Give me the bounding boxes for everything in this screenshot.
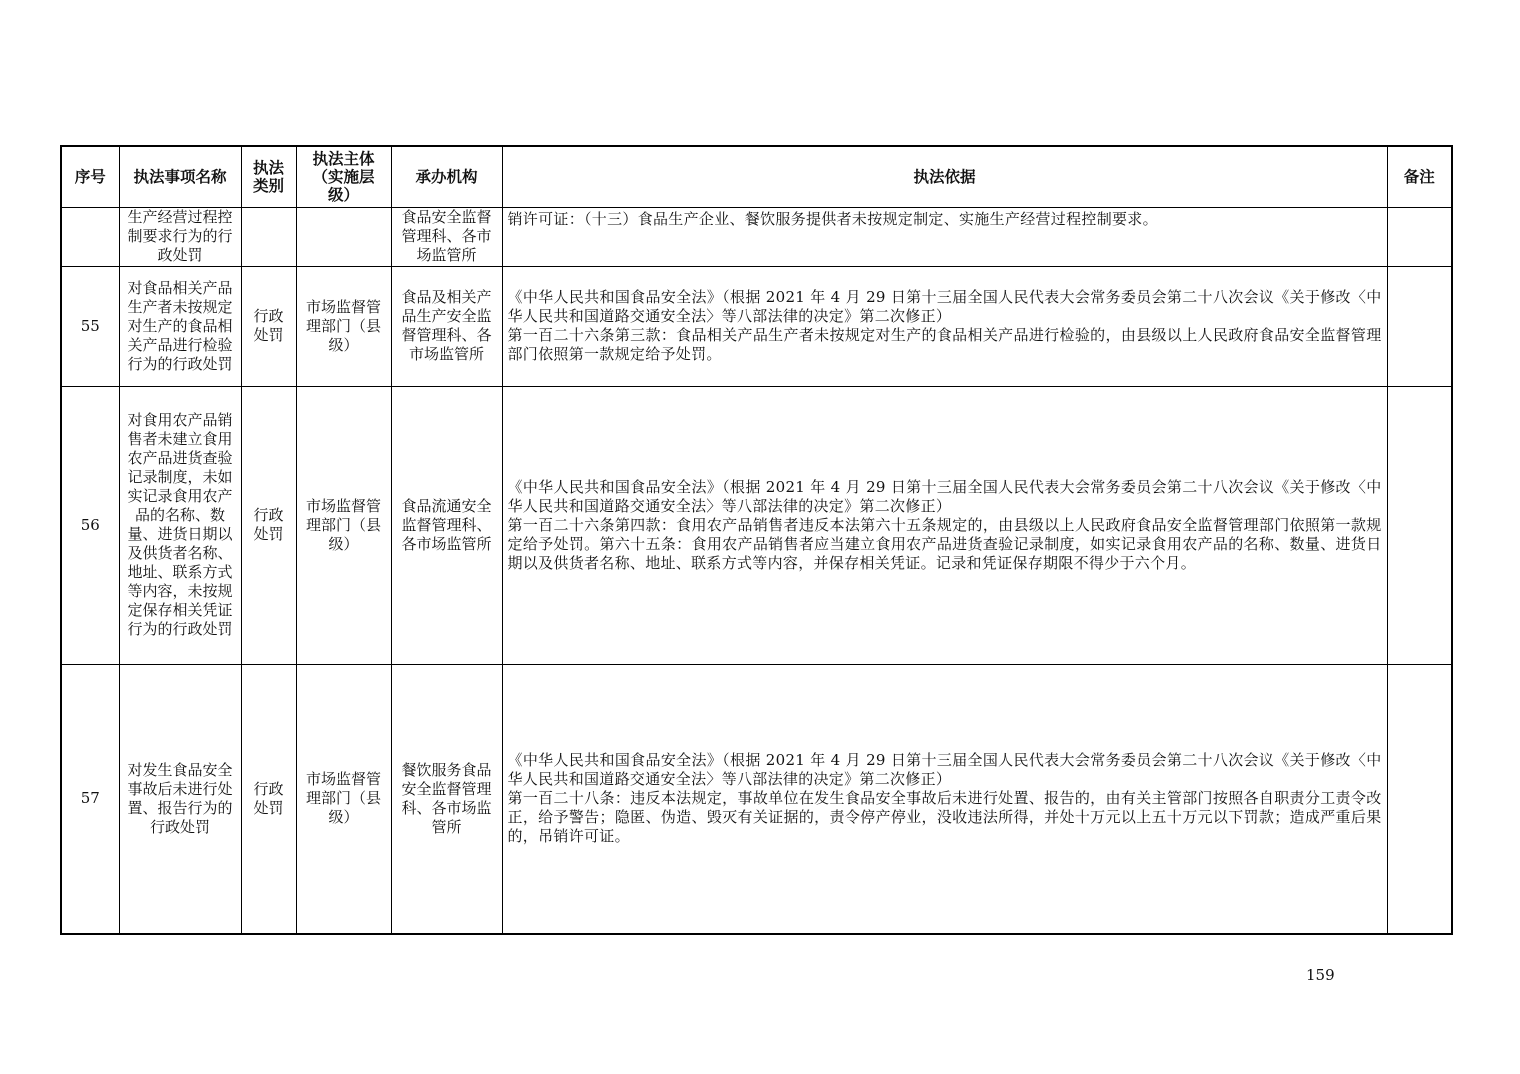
basis-paragraph: 《中华人民共和国食品安全法》（根据 2021 年 4 月 29 日第十三届全国人民代表大会常务委员会第二十八次会议《关于修改〈中华人民共和国道路交通安全法〉等八部法律的决定》第二次修正） <box>507 288 1382 325</box>
row-item: 对食品相关产品生产者未按规定对生产的食品相关产品进行检验行为的行政处罚 <box>119 266 241 386</box>
row-basis <box>502 207 1387 266</box>
table-row <box>61 266 1452 386</box>
row-no: 57 <box>61 664 119 934</box>
row-org: 食品安全监督管理科、各市场监管所 <box>391 207 502 266</box>
header-item: 执法事项名称 <box>119 146 241 207</box>
row-subject: 市场监督管理部门（县级） <box>296 386 391 664</box>
enforcement-table <box>60 145 1453 935</box>
header-row <box>61 146 1452 207</box>
row-basis <box>502 266 1387 386</box>
row-org: 食品流通安全监督管理科、各市场监管所 <box>391 386 502 664</box>
basis-paragraph: 《中华人民共和国食品安全法》（根据 2021 年 4 月 29 日第十三届全国人民代表大会常务委员会第二十八次会议《关于修改〈中华人民共和国道路交通安全法〉等八部法律的决定》第二次修正） <box>507 477 1382 515</box>
row-remark <box>1387 386 1452 664</box>
row-item: 对食用农产品销售者未建立食用农产品进货查验记录制度，未如实记录食用农产品的名称、数量、进货日期以及供货者名称、地址、联系方式等内容，未按规定保存相关凭证行为的行政处罚 <box>119 386 241 664</box>
row-remark <box>1387 664 1452 934</box>
row-remark <box>1387 266 1452 386</box>
basis-paragraph: 《中华人民共和国食品安全法》（根据 2021 年 4 月 29 日第十三届全国人民代表大会常务委员会第二十八次会议《关于修改〈中华人民共和国道路交通安全法〉等八部法律的决定》第二次修正） <box>507 751 1382 789</box>
header-category: 执法类别 <box>241 146 296 207</box>
table-row <box>61 664 1452 934</box>
row-subject: 市场监督管理部门（县级） <box>296 266 391 386</box>
header-org: 承办机构 <box>391 146 502 207</box>
table-row <box>61 207 1452 266</box>
header-no: 序号 <box>61 146 119 207</box>
page-number: 159 <box>1306 966 1335 984</box>
row-category: 行政处罚 <box>241 386 296 664</box>
row-item: 生产经营过程控制要求行为的行政处罚 <box>119 207 241 266</box>
row-basis <box>502 386 1387 664</box>
row-remark <box>1387 207 1452 266</box>
row-org: 食品及相关产品生产安全监督管理科、各市场监管所 <box>391 266 502 386</box>
row-org: 餐饮服务食品安全监督管理科、各市场监管所 <box>391 664 502 934</box>
basis-paragraph: 第一百二十六条第三款：食品相关产品生产者未按规定对生产的食品相关产品进行检验的，由县级以上人民政府食品安全监督管理部门依照第一款规定给予处罚。 <box>507 326 1382 363</box>
row-no: 55 <box>61 266 119 386</box>
row-no <box>61 207 119 266</box>
basis-paragraph: 销许可证：（十三）食品生产企业、餐饮服务提供者未按规定制定、实施生产经营过程控制要求。 <box>507 209 1158 228</box>
row-category: 行政处罚 <box>241 664 296 934</box>
basis-paragraph: 第一百二十六条第四款：食用农产品销售者违反本法第六十五条规定的，由县级以上人民政府食品安全监督管理部门依照第一款规定给予处罚。第六十五条：食用农产品销售者应当建立食用农产品进货查验记录制度，如实记录食用农产品的名称、数量、进货日期以及供货者名称、地址、联系方式等内容，并保存相关凭证。记录和凭证保存期限不得少于六个月。 <box>507 515 1382 572</box>
header-basis: 执法依据 <box>502 146 1387 207</box>
row-subject: 市场监督管理部门（县级） <box>296 664 391 934</box>
row-subject <box>296 207 391 266</box>
basis-paragraph: 第一百二十八条：违反本法规定，事故单位在发生食品安全事故后未进行处置、报告的，由有关主管部门按照各自职责分工责令改正，给予警告；隐匿、伪造、毁灭有关证据的，责令停产停业，没收违法所得，并处十万元以上五十万元以下罚款；造成严重后果的，吊销许可证。 <box>507 789 1382 846</box>
row-no: 56 <box>61 386 119 664</box>
row-category <box>241 207 296 266</box>
row-category: 行政处罚 <box>241 266 296 386</box>
table-row <box>61 386 1452 664</box>
header-subject: 执法主体（实施层级） <box>296 146 391 207</box>
header-remark: 备注 <box>1387 146 1452 207</box>
row-basis <box>502 664 1387 934</box>
row-item: 对发生食品安全事故后未进行处置、报告行为的行政处罚 <box>119 664 241 934</box>
